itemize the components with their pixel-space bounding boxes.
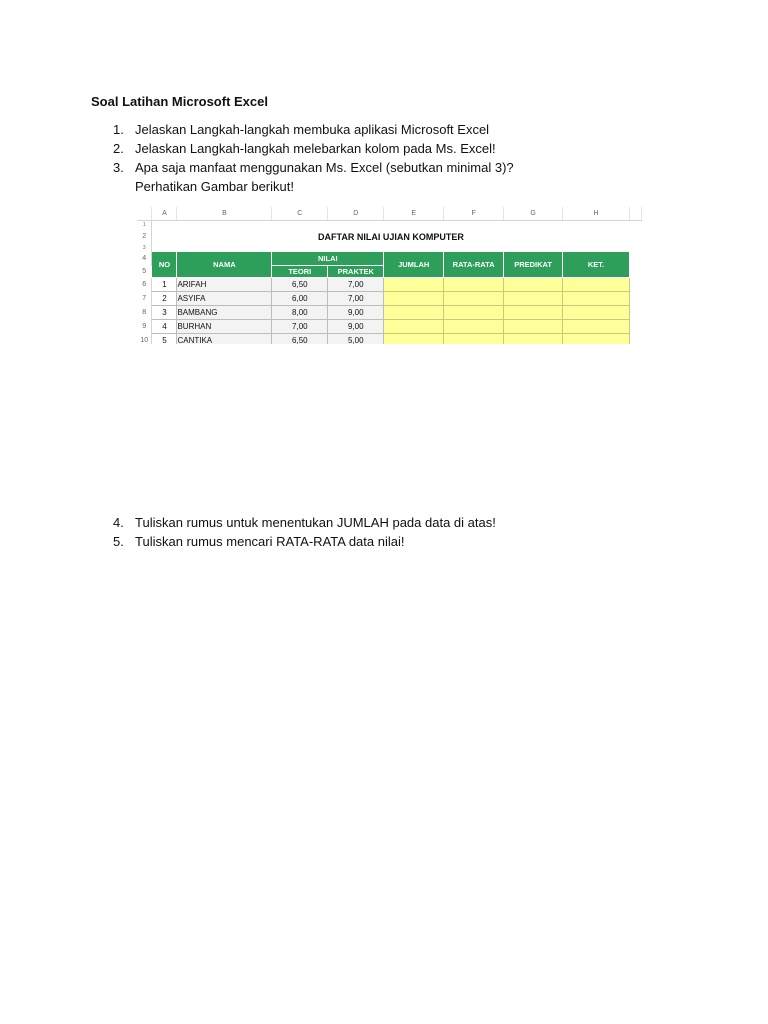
cell-praktek: 9,00 [328, 306, 384, 320]
header-nilai: NILAI [272, 252, 384, 266]
cell-nama: BURHAN [177, 320, 272, 334]
column-header: F [444, 207, 504, 221]
empty-row [152, 221, 642, 229]
header-ket: KET. [563, 252, 630, 278]
column-header: A [152, 207, 177, 221]
header-no: NO [152, 252, 177, 278]
header-praktek: PRAKTEK [328, 266, 384, 278]
header-predikat: PREDIKAT [504, 252, 563, 278]
cell-praktek: 7,00 [328, 278, 384, 292]
cell-predikat-empty [504, 306, 563, 320]
cell-nama: ARIFAH [177, 278, 272, 292]
corner-cell [137, 207, 152, 221]
cell-rata-empty [444, 292, 504, 306]
table-row [137, 292, 642, 306]
cell-predikat-empty [504, 334, 563, 345]
row-number: 10 [137, 334, 152, 345]
row-number: 3 [137, 245, 152, 252]
row-number: 8 [137, 306, 152, 320]
question-number: 5. [113, 534, 124, 549]
cell-nama: CANTIKA [177, 334, 272, 345]
cell-jumlah-empty [384, 320, 444, 334]
column-header: B [177, 207, 272, 221]
question-4 [113, 514, 496, 532]
row-number: 2 [137, 228, 152, 245]
excel-screenshot [137, 207, 642, 344]
cell-jumlah-empty [384, 278, 444, 292]
question-number: 2. [113, 141, 124, 156]
cell-nama: ASYIFA [177, 292, 272, 306]
cell-no: 5 [152, 334, 177, 345]
cell-teori: 8,00 [272, 306, 328, 320]
row-number: 7 [137, 292, 152, 306]
question-3-continuation: Perhatikan Gambar berikut! [135, 179, 294, 194]
column-header: C [272, 207, 328, 221]
cell-praktek: 5,00 [328, 334, 384, 345]
cell-praktek: 7,00 [328, 292, 384, 306]
cell-praktek: 9,00 [328, 320, 384, 334]
table-row [137, 334, 642, 345]
column-header-row [137, 207, 642, 221]
cell-jumlah-empty [384, 292, 444, 306]
header-nama: NAMA [177, 252, 272, 278]
cell-ket-empty [563, 320, 630, 334]
column-header: D [328, 207, 384, 221]
table-row [137, 306, 642, 320]
column-header-empty [629, 207, 641, 221]
cell-ket-empty [563, 306, 630, 320]
row-number: 6 [137, 278, 152, 292]
cell-no: 1 [152, 278, 177, 292]
column-header: E [384, 207, 444, 221]
cell-no: 2 [152, 292, 177, 306]
question-2 [113, 140, 496, 158]
cell-no: 4 [152, 320, 177, 334]
cell-ket-empty [563, 334, 630, 345]
question-text: Tuliskan rumus mencari RATA-RATA data nilai! [135, 534, 405, 549]
column-header: G [504, 207, 563, 221]
row-number: 5 [137, 266, 152, 278]
column-header: H [563, 207, 630, 221]
cell-jumlah-empty [384, 306, 444, 320]
cell-rata-empty [444, 306, 504, 320]
question-text: Jelaskan Langkah-langkah membuka aplikasi Microsoft Excel [135, 122, 490, 137]
cell-predikat-empty [504, 292, 563, 306]
question-text: Jelaskan Langkah-langkah melebarkan kolom pada Ms. Excel! [135, 141, 496, 156]
document-title: Soal Latihan Microsoft Excel [91, 94, 268, 109]
cell-ket-empty [563, 292, 630, 306]
cell-jumlah-empty [384, 334, 444, 345]
question-number: 4. [113, 515, 124, 530]
question-1 [113, 121, 489, 139]
cell-teori: 6,50 [272, 334, 328, 345]
header-rata-rata: RATA-RATA [444, 252, 504, 278]
question-text: Tuliskan rumus untuk menentukan JUMLAH pada data di atas! [135, 515, 496, 530]
cell-nama: BAMBANG [177, 306, 272, 320]
cell-predikat-empty [504, 278, 563, 292]
row-number: 1 [137, 221, 152, 229]
cell-no: 3 [152, 306, 177, 320]
cell-rata-empty [444, 334, 504, 345]
cell-ket-empty [563, 278, 630, 292]
sheet-title: DAFTAR NILAI UJIAN KOMPUTER [318, 231, 464, 242]
table-row [137, 278, 642, 292]
cell-predikat-empty [504, 320, 563, 334]
table-row [137, 320, 642, 334]
cell-teori: 6,50 [272, 278, 328, 292]
header-teori: TEORI [272, 266, 328, 278]
question-number: 3. [113, 160, 124, 175]
cell-rata-empty [444, 278, 504, 292]
header-jumlah: JUMLAH [384, 252, 444, 278]
row-number: 4 [137, 252, 152, 266]
question-5 [113, 533, 404, 551]
row-number: 9 [137, 320, 152, 334]
cell-teori: 6,00 [272, 292, 328, 306]
question-number: 1. [113, 122, 124, 137]
cell-rata-empty [444, 320, 504, 334]
question-text: Apa saja manfaat menggunakan Ms. Excel (sebutkan minimal 3)? [135, 160, 514, 175]
question-3 [113, 159, 514, 177]
cell-teori: 7,00 [272, 320, 328, 334]
